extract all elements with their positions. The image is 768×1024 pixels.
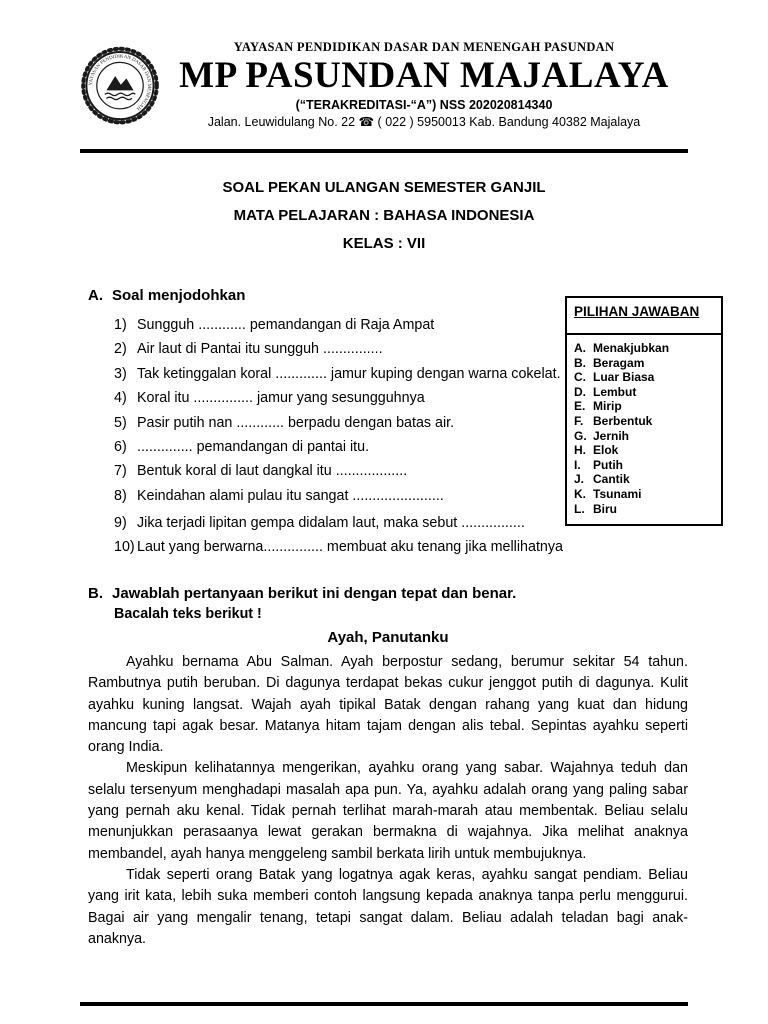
- question-number: 10): [114, 539, 135, 556]
- logo-ring-text: YAYASAN PENDIDIKAN DASAR DAN MENENGAH: [88, 54, 152, 111]
- passage-paragraph: Tidak seperti orang Batak yang logatnya agak keras, ayahku sangat pendiam. Beliau yang irit kata, lebih suka memberi contoh langsung kepada anaknya tanpa perlu menggurui. Bagai air yang mengalir tenang, tetapi sangat dalam. Beliau adalah teladan bagi anak-anaknya.: [88, 866, 688, 947]
- answer-option: [574, 414, 714, 429]
- option-text: Elok: [593, 443, 619, 458]
- section-b-label: B.: [88, 585, 103, 602]
- logo-banner-text: PASUNDAN: [105, 117, 135, 124]
- option-letter: E.: [574, 399, 586, 414]
- option-letter: J.: [574, 472, 585, 487]
- exam-title-line3: KELAS : VII: [342, 235, 426, 252]
- exam-title-line2: MATA PELAJARAN : BAHASA INDONESIA: [233, 207, 535, 224]
- option-letter: K.: [574, 486, 586, 501]
- answer-choices-box: [565, 296, 723, 526]
- option-text: Menakjubkan: [593, 341, 670, 355]
- option-text: Luar Biasa: [593, 370, 655, 385]
- question-text: Laut yang berwarna............... membuat aku tenang jika mellihatnya: [137, 539, 563, 556]
- option-text: Mirip: [593, 399, 622, 414]
- passage-title: Ayah, Panutanku: [327, 629, 449, 646]
- section-a: [88, 287, 700, 564]
- header-divider: [80, 149, 688, 153]
- answer-option: [574, 472, 714, 487]
- reading-passage: [88, 652, 688, 950]
- option-letter: D.: [574, 384, 586, 399]
- question-text: Keindahan alami pulau itu sangat .......................: [137, 487, 444, 504]
- exam-title-line1: SOAL PEKAN ULANGAN SEMESTER GANJIL: [222, 179, 546, 196]
- question-number: 2): [114, 341, 127, 358]
- answer-option: [574, 429, 714, 444]
- letterhead-text: [158, 40, 690, 129]
- answer-option: [574, 399, 714, 414]
- school-logo: [80, 40, 160, 136]
- answer-option: [574, 370, 714, 385]
- question-number: 9): [114, 514, 127, 531]
- question-number: 3): [114, 365, 127, 382]
- accreditation-line: (“TERAKREDITASI-“A”) NSS 202020814340: [295, 98, 553, 112]
- answer-option: [574, 385, 714, 400]
- option-text: Jernih: [593, 428, 630, 443]
- question-number: 1): [114, 317, 127, 333]
- option-text: Biru: [593, 501, 617, 516]
- question-text: Air laut di Pantai itu sungguh ...............: [137, 341, 383, 358]
- question-number: 6): [114, 438, 127, 455]
- option-letter: H.: [574, 443, 586, 458]
- option-text: Berbentuk: [593, 413, 653, 428]
- section-b-heading: [88, 585, 688, 602]
- option-letter: G.: [574, 428, 587, 443]
- section-a-heading-text: Soal menjodohkan: [112, 287, 246, 304]
- option-text: Cantik: [593, 472, 630, 487]
- question-number: 5): [114, 414, 127, 431]
- exam-titles: [80, 174, 688, 258]
- letterhead: [80, 40, 690, 129]
- answer-option: [574, 458, 714, 473]
- section-b-heading-text: Jawablah pertanyaan berikut ini dengan tepat dan benar.: [112, 585, 517, 602]
- option-text: Tsunami: [593, 486, 642, 501]
- option-letter: F.: [574, 413, 584, 428]
- question-number: 4): [114, 390, 127, 407]
- school-address: Jalan. Leuwidulang No. 22 ☎ ( 022 ) 5950013 Kab. Bandung 40382 Majalaya: [207, 115, 641, 129]
- question-text: Sungguh ............ pemandangan di Raja Ampat: [137, 317, 435, 333]
- passage-paragraph: Meskipun kelihatannya mengerikan, ayahku orang yang sabar. Wajahnya teduh dan selalu tersenyum menghadapi masalah apa pun. Ya, ayahku adalah orang yang paling sabar yang pernah aku kenal. Tidak pernah terlihat marah-marah atau membentak. Beliau selalu menunjukkan perasaanya lewat gerakan bermakna di wajahnya. Jika melihat anaknya membandel, ayah hanya menggeleng sambil berkata lirih untuk membujuknya.: [88, 760, 688, 862]
- answer-option: [574, 487, 714, 502]
- footer-divider: [80, 1002, 688, 1006]
- answer-box-title: PILIHAN JAWABAN: [567, 298, 721, 335]
- option-letter: B.: [574, 355, 586, 370]
- foundation-name: YAYASAN PENDIDIKAN DASAR DAN MENENGAH PASUNDAN: [233, 40, 615, 54]
- school-name: MP PASUNDAN MAJALAYA: [179, 55, 669, 96]
- passage-paragraph: Ayahku bernama Abu Salman. Ayah berpostur sedang, berumur sekitar 54 tahun. Rambutnya putih beruban. Di dagunya terdapat bekas cukur jenggot putih di dagunya. Kulit ayahku kuning langsat. Wajah ayah tipikal Batak dengan rahang yang kuat dan hidung mancung tapi agak besar. Matanya hitam tajam dengan alis tebal. Sepintas ayahku seperti orang India.: [88, 654, 688, 756]
- reading-instruction: Bacalah teks berikut !: [114, 606, 262, 622]
- question-text: Tak ketinggalan koral ............. jamur kuping dengan warna cokelat.: [137, 365, 561, 382]
- school-logo-emblem: [80, 40, 160, 136]
- answer-option: [574, 341, 714, 356]
- question-text: .............. pemandangan di pantai itu.: [137, 438, 370, 455]
- option-letter: I.: [574, 457, 581, 472]
- section-b: [88, 585, 688, 950]
- option-text: Putih: [593, 457, 623, 472]
- answer-option: [574, 443, 714, 458]
- question-number: 8): [114, 487, 127, 504]
- option-text: Lembut: [593, 384, 637, 399]
- option-letter: C.: [574, 370, 586, 385]
- option-letter: A.: [574, 341, 586, 355]
- answer-option-list: [567, 335, 721, 524]
- question-text: Koral itu ............... jamur yang sesungguhnya: [137, 390, 425, 407]
- question-text: Jika terjadi lipitan gempa didalam laut, maka sebut ................: [137, 514, 525, 531]
- section-a-label: A.: [88, 287, 103, 304]
- question-number: 7): [114, 463, 127, 480]
- question-text: Pasir putih nan ............ berpadu dengan batas air.: [137, 414, 455, 431]
- question-item: [114, 539, 688, 555]
- question-text: Bentuk koral di laut dangkal itu ..................: [137, 463, 408, 480]
- answer-option: [574, 502, 714, 517]
- answer-option: [574, 356, 714, 371]
- option-letter: L.: [574, 501, 585, 516]
- option-text: Beragam: [593, 355, 645, 370]
